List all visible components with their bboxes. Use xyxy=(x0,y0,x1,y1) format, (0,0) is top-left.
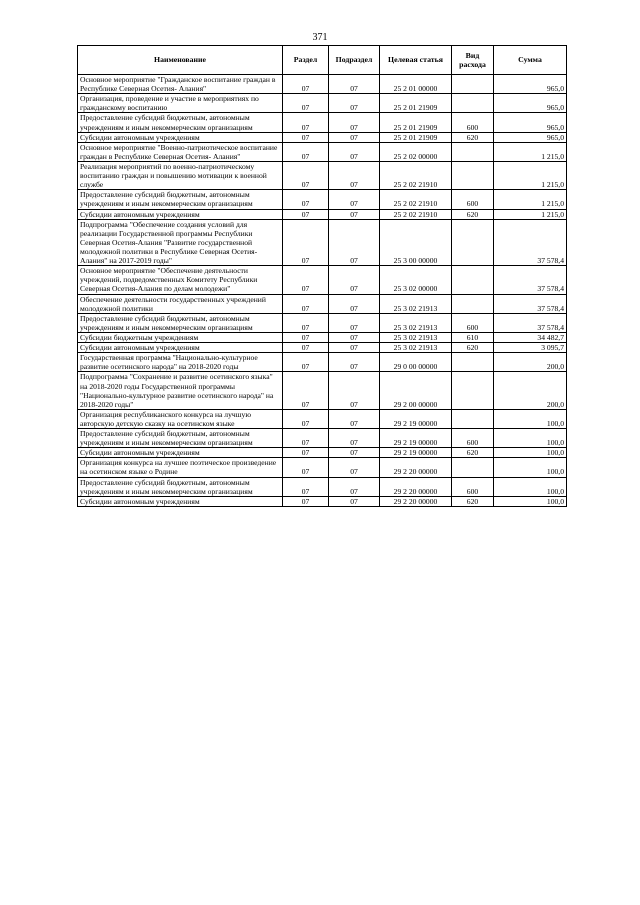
table-row xyxy=(78,343,567,353)
cell-expense-type: 600 xyxy=(452,429,494,448)
cell-expense-type xyxy=(452,409,494,428)
table-row xyxy=(78,429,567,448)
cell-amount: 100,0 xyxy=(494,448,567,458)
cell-amount: 1 215,0 xyxy=(494,190,567,209)
cell-name: Предоставление субсидий бюджетным, автономным учреждениям и иным некоммерческим организациям xyxy=(78,313,283,332)
cell-target: 25 3 02 21913 xyxy=(380,313,452,332)
cell-subsection: 07 xyxy=(329,142,380,161)
cell-name: Субсидии бюджетным учреждениям xyxy=(78,332,283,342)
cell-section: 07 xyxy=(283,113,329,132)
cell-name: Основное мероприятие "Гражданское воспитание граждан в Республике Северная Осетия- Алания" xyxy=(78,75,283,94)
table-row xyxy=(78,161,567,189)
cell-subsection: 07 xyxy=(329,372,380,409)
cell-name: Основное мероприятие "Обеспечение деятельности учреждений, подведомственных Комитету Республики Северная Осетия-Алания по делам молодежи" xyxy=(78,266,283,294)
cell-amount: 37 578,4 xyxy=(494,266,567,294)
cell-amount: 965,0 xyxy=(494,113,567,132)
cell-subsection: 07 xyxy=(329,209,380,219)
cell-expense-type xyxy=(452,372,494,409)
cell-amount: 37 578,4 xyxy=(494,313,567,332)
cell-target: 25 3 02 21913 xyxy=(380,332,452,342)
table-row xyxy=(78,113,567,132)
cell-name: Предоставление субсидий бюджетным, автономным учреждениям и иным некоммерческим организациям xyxy=(78,190,283,209)
cell-subsection: 07 xyxy=(329,219,380,266)
cell-section: 07 xyxy=(283,209,329,219)
table-row xyxy=(78,132,567,142)
table-header-row xyxy=(78,46,567,75)
cell-subsection: 07 xyxy=(329,429,380,448)
cell-amount: 200,0 xyxy=(494,353,567,372)
cell-amount: 1 215,0 xyxy=(494,209,567,219)
cell-amount: 100,0 xyxy=(494,458,567,477)
page-number: 371 xyxy=(312,32,328,43)
cell-target: 25 2 01 00000 xyxy=(380,75,452,94)
cell-amount: 1 215,0 xyxy=(494,142,567,161)
cell-target: 25 3 00 00000 xyxy=(380,219,452,266)
budget-table xyxy=(77,45,567,507)
cell-name: Государственная программа "Национально-культурное развитие осетинского народа" на 2018-2020 годы xyxy=(78,353,283,372)
cell-target: 25 2 02 21910 xyxy=(380,190,452,209)
cell-section: 07 xyxy=(283,458,329,477)
cell-name: Субсидии автономным учреждениям xyxy=(78,448,283,458)
table-row xyxy=(78,142,567,161)
cell-target: 29 2 00 00000 xyxy=(380,372,452,409)
cell-target: 25 2 02 21910 xyxy=(380,161,452,189)
cell-section: 07 xyxy=(283,75,329,94)
cell-name: Субсидии автономным учреждениям xyxy=(78,343,283,353)
cell-expense-type xyxy=(452,353,494,372)
cell-name: Предоставление субсидий бюджетным, автономным учреждениям и иным некоммерческим организациям xyxy=(78,113,283,132)
cell-expense-type: 620 xyxy=(452,343,494,353)
cell-expense-type: 600 xyxy=(452,313,494,332)
cell-subsection: 07 xyxy=(329,353,380,372)
cell-expense-type: 620 xyxy=(452,448,494,458)
cell-amount: 37 578,4 xyxy=(494,294,567,313)
cell-section: 07 xyxy=(283,429,329,448)
cell-subsection: 07 xyxy=(329,94,380,113)
cell-target: 29 2 19 00000 xyxy=(380,429,452,448)
table-row xyxy=(78,219,567,266)
cell-section: 07 xyxy=(283,409,329,428)
cell-subsection: 07 xyxy=(329,448,380,458)
cell-target: 25 3 02 21913 xyxy=(380,343,452,353)
cell-target: 25 3 02 00000 xyxy=(380,266,452,294)
table-row xyxy=(78,266,567,294)
cell-name: Организация конкурса на лучшее поэтическое произведение на осетинском языке о Родине xyxy=(78,458,283,477)
cell-section: 07 xyxy=(283,142,329,161)
cell-target: 25 2 02 21910 xyxy=(380,209,452,219)
cell-section: 07 xyxy=(283,353,329,372)
cell-expense-type: 620 xyxy=(452,132,494,142)
cell-target: 29 2 20 00000 xyxy=(380,496,452,506)
cell-amount: 200,0 xyxy=(494,372,567,409)
cell-subsection: 07 xyxy=(329,190,380,209)
header-expense-type: Вид расхода xyxy=(452,46,494,75)
cell-amount: 3 095,7 xyxy=(494,343,567,353)
cell-name: Обеспечение деятельности государственных учреждений молодежной политики xyxy=(78,294,283,313)
cell-subsection: 07 xyxy=(329,75,380,94)
cell-name: Подпрограмма "Обеспечение создания условий для реализации Государственной программы Республики Северная Осетия-Алания "Развитие государственной молодежной политики в Республике Северная Осетия-Алания" на 2017-2019 годы" xyxy=(78,219,283,266)
cell-subsection: 07 xyxy=(329,496,380,506)
table-row xyxy=(78,209,567,219)
table-row xyxy=(78,496,567,506)
cell-expense-type: 620 xyxy=(452,209,494,219)
header-amount: Сумма xyxy=(494,46,567,75)
cell-subsection: 07 xyxy=(329,266,380,294)
cell-expense-type: 600 xyxy=(452,113,494,132)
header-subsection: Подраздел xyxy=(329,46,380,75)
cell-target: 25 3 02 21913 xyxy=(380,294,452,313)
cell-section: 07 xyxy=(283,190,329,209)
cell-expense-type xyxy=(452,266,494,294)
cell-name: Субсидии автономным учреждениям xyxy=(78,132,283,142)
cell-amount: 37 578,4 xyxy=(494,219,567,266)
cell-subsection: 07 xyxy=(329,294,380,313)
cell-amount: 965,0 xyxy=(494,75,567,94)
cell-section: 07 xyxy=(283,94,329,113)
cell-name: Основное мероприятие "Военно-патриотическое воспитание граждан в Республике Северная Осетия- Алания" xyxy=(78,142,283,161)
cell-subsection: 07 xyxy=(329,161,380,189)
cell-subsection: 07 xyxy=(329,313,380,332)
cell-target: 29 2 19 00000 xyxy=(380,448,452,458)
cell-amount: 100,0 xyxy=(494,477,567,496)
cell-expense-type xyxy=(452,75,494,94)
cell-name: Реализация мероприятий по военно-патриотическому воспитанию граждан и повышению мотивации к военной службе xyxy=(78,161,283,189)
cell-amount: 100,0 xyxy=(494,496,567,506)
table-row xyxy=(78,332,567,342)
table-row xyxy=(78,313,567,332)
cell-amount: 34 482,7 xyxy=(494,332,567,342)
cell-subsection: 07 xyxy=(329,113,380,132)
cell-expense-type xyxy=(452,458,494,477)
cell-target: 25 2 02 00000 xyxy=(380,142,452,161)
cell-target: 29 2 20 00000 xyxy=(380,458,452,477)
cell-amount: 1 215,0 xyxy=(494,161,567,189)
table-row xyxy=(78,190,567,209)
cell-subsection: 07 xyxy=(329,477,380,496)
cell-section: 07 xyxy=(283,266,329,294)
table-row xyxy=(78,94,567,113)
cell-target: 29 2 20 00000 xyxy=(380,477,452,496)
cell-expense-type: 600 xyxy=(452,477,494,496)
table-row xyxy=(78,448,567,458)
cell-name: Предоставление субсидий бюджетным, автономным учреждениям и иным некоммерческим организациям xyxy=(78,429,283,448)
cell-expense-type xyxy=(452,294,494,313)
cell-section: 07 xyxy=(283,132,329,142)
cell-target: 29 0 00 00000 xyxy=(380,353,452,372)
cell-subsection: 07 xyxy=(329,343,380,353)
cell-subsection: 07 xyxy=(329,332,380,342)
cell-section: 07 xyxy=(283,448,329,458)
cell-expense-type xyxy=(452,142,494,161)
cell-target: 25 2 01 21909 xyxy=(380,132,452,142)
cell-amount: 100,0 xyxy=(494,429,567,448)
cell-subsection: 07 xyxy=(329,132,380,142)
table-row xyxy=(78,458,567,477)
cell-section: 07 xyxy=(283,161,329,189)
cell-section: 07 xyxy=(283,477,329,496)
table-row xyxy=(78,75,567,94)
cell-section: 07 xyxy=(283,219,329,266)
cell-name: Организация республиканского конкурса на лучшую авторскую детскую сказку на осетинском языке xyxy=(78,409,283,428)
cell-expense-type xyxy=(452,94,494,113)
cell-subsection: 07 xyxy=(329,458,380,477)
cell-name: Субсидии автономным учреждениям xyxy=(78,209,283,219)
cell-section: 07 xyxy=(283,496,329,506)
header-target: Целевая статья xyxy=(380,46,452,75)
cell-amount: 965,0 xyxy=(494,94,567,113)
cell-subsection: 07 xyxy=(329,409,380,428)
header-section: Раздел xyxy=(283,46,329,75)
cell-amount: 100,0 xyxy=(494,409,567,428)
cell-expense-type xyxy=(452,161,494,189)
cell-section: 07 xyxy=(283,332,329,342)
cell-name: Субсидии автономным учреждениям xyxy=(78,496,283,506)
cell-name: Предоставление субсидий бюджетным, автономным учреждениям и иным некоммерческим организациям xyxy=(78,477,283,496)
table-row xyxy=(78,409,567,428)
table-row xyxy=(78,353,567,372)
cell-target: 29 2 19 00000 xyxy=(380,409,452,428)
cell-section: 07 xyxy=(283,313,329,332)
cell-expense-type: 600 xyxy=(452,190,494,209)
table-row xyxy=(78,372,567,409)
cell-expense-type: 620 xyxy=(452,496,494,506)
cell-section: 07 xyxy=(283,372,329,409)
cell-target: 25 2 01 21909 xyxy=(380,94,452,113)
cell-expense-type xyxy=(452,219,494,266)
table-row xyxy=(78,477,567,496)
table-row xyxy=(78,294,567,313)
cell-name: Организация, проведение и участие в мероприятиях по гражданскому воспитанию xyxy=(78,94,283,113)
cell-target: 25 2 01 21909 xyxy=(380,113,452,132)
cell-expense-type: 610 xyxy=(452,332,494,342)
cell-section: 07 xyxy=(283,294,329,313)
cell-section: 07 xyxy=(283,343,329,353)
cell-amount: 965,0 xyxy=(494,132,567,142)
header-name: Наименование xyxy=(78,46,283,75)
cell-name: Подпрограмма "Сохранение и развитие осетинского языка" на 2018-2020 годы Государственной программы "Национально-культурное развитие осетинского народа" на 2018-2020 годы" xyxy=(78,372,283,409)
